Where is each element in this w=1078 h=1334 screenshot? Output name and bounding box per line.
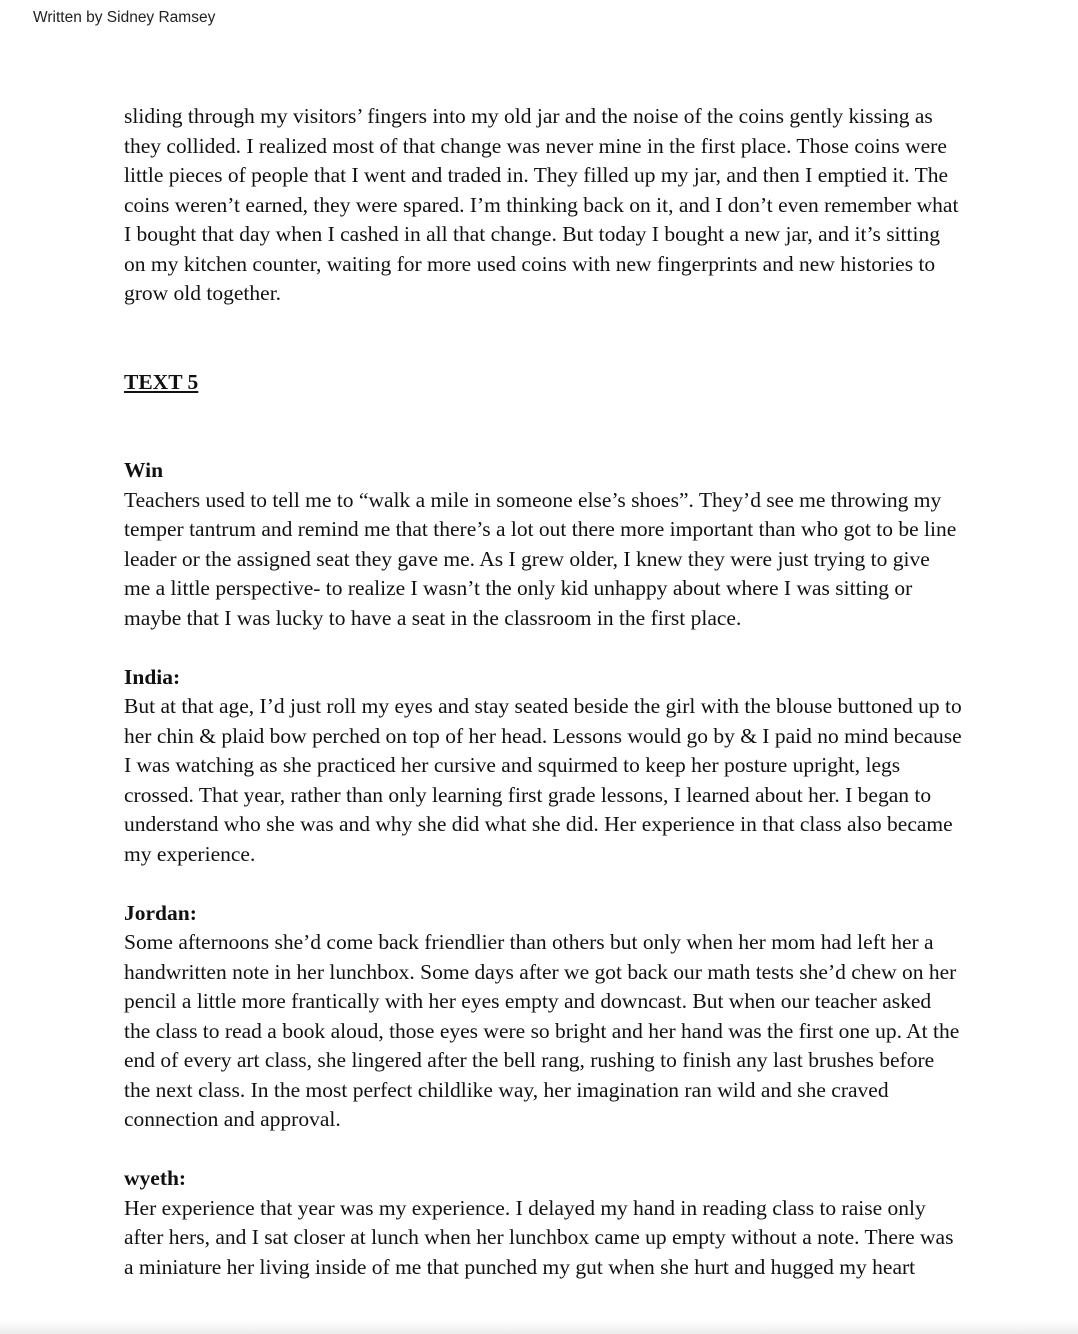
text-line: I was watching as she practiced her cursive and squirmed to keep her posture upright, legs xyxy=(124,753,901,777)
section-paragraph-india xyxy=(124,692,1004,869)
text-line: leader or the assigned seat they gave me. As I grew older, I knew they were just trying to give xyxy=(124,546,930,571)
text-line: grow old together. xyxy=(124,281,282,305)
text-line: after hers, and I sat closer at lunch when her lunchbox came up empty without a note. There was xyxy=(124,1225,954,1249)
text-line: Some afternoons she’d come back friendlier than others but only when her mom had left her a xyxy=(124,930,934,954)
text-line: on my kitchen counter, waiting for more used coins with new fingerprints and new histories to xyxy=(124,251,936,276)
text-line: I bought that day when I cashed in all that change. But today I bought a new jar, and it’s sitting xyxy=(124,222,940,246)
text-line: my experience. xyxy=(124,841,256,866)
text-line: a miniature her living inside of me that punched my gut when she hurt and hugged my heart xyxy=(124,1254,916,1279)
text-line: crossed. That year, rather than only learning first grade lessons, I learned about her. I began to xyxy=(124,782,932,807)
text-line: sliding through my visitors’ fingers into my old jar and the noise of the coins gently kissing as xyxy=(124,104,933,128)
section-paragraph-wyeth xyxy=(124,1194,1004,1283)
text-line: coins weren’t earned, they were spared. I’m thinking back on it, and I don’t even remember what xyxy=(124,192,959,217)
text-line: But at that age, I’d just roll my eyes and stay seated beside the girl with the blouse buttoned up to xyxy=(124,694,962,718)
text-line: they collided. I realized most of that change was never mine in the first place. Those coins were xyxy=(124,133,947,158)
text-line: temper tantrum and remind me that there’s a lot out there more important than who got to be line xyxy=(124,517,957,541)
text-line: end of every art class, she lingered after the bell rang, rushing to finish any last brushes before xyxy=(124,1048,935,1072)
section-paragraph-jordan xyxy=(124,928,1004,1135)
text-line: Her experience that year was my experience. I delayed my hand in reading class to raise only xyxy=(124,1195,926,1220)
document-body xyxy=(124,102,1004,1282)
section-paragraph-win xyxy=(124,486,1004,634)
text-line: her chin & plaid bow perched on top of her head. Lessons would go by & I paid no mind because xyxy=(124,723,962,748)
text-line: the class to read a book aloud, those eyes were so bright and her hand was the first one up. At the xyxy=(124,1018,960,1043)
section-heading: TEXT 5 xyxy=(124,369,199,394)
text-line: understand who she was and why she did what she did. Her experience in that class also became xyxy=(124,812,953,836)
text-line: the next class. In the most perfect childlike way, her imagination ran wild and she craved xyxy=(124,1077,889,1102)
text-line: little pieces of people that I went and traded in. They filled up my jar, and then I emptied it. The xyxy=(124,163,949,187)
text-line: pencil a little more frantically with her eyes empty and downcast. But when our teacher asked xyxy=(124,989,932,1013)
speaker-label-wyeth: wyeth: xyxy=(124,1166,187,1190)
text-line: Teachers used to tell me to “walk a mile in someone else’s shoes”. They’d see me throwing my xyxy=(124,487,942,512)
text-line: maybe that I was lucky to have a seat in the classroom in the first place. xyxy=(124,605,742,630)
text-line: handwritten note in her lunchbox. Some days after we got back our math tests she’d chew on her xyxy=(124,959,957,984)
speaker-label-jordan: Jordan: xyxy=(124,900,197,925)
speaker-label-win: Win xyxy=(124,458,164,482)
text-line: connection and approval. xyxy=(124,1107,341,1131)
intro-paragraph xyxy=(124,102,1004,309)
text-line: me a little perspective- to realize I wasn’t the only kid unhappy about where I was sitting or xyxy=(124,576,913,600)
page-bottom-edge xyxy=(0,1320,1078,1334)
speaker-label-india: India: xyxy=(124,664,181,689)
page-header-author: Written by Sidney Ramsey xyxy=(33,9,216,26)
